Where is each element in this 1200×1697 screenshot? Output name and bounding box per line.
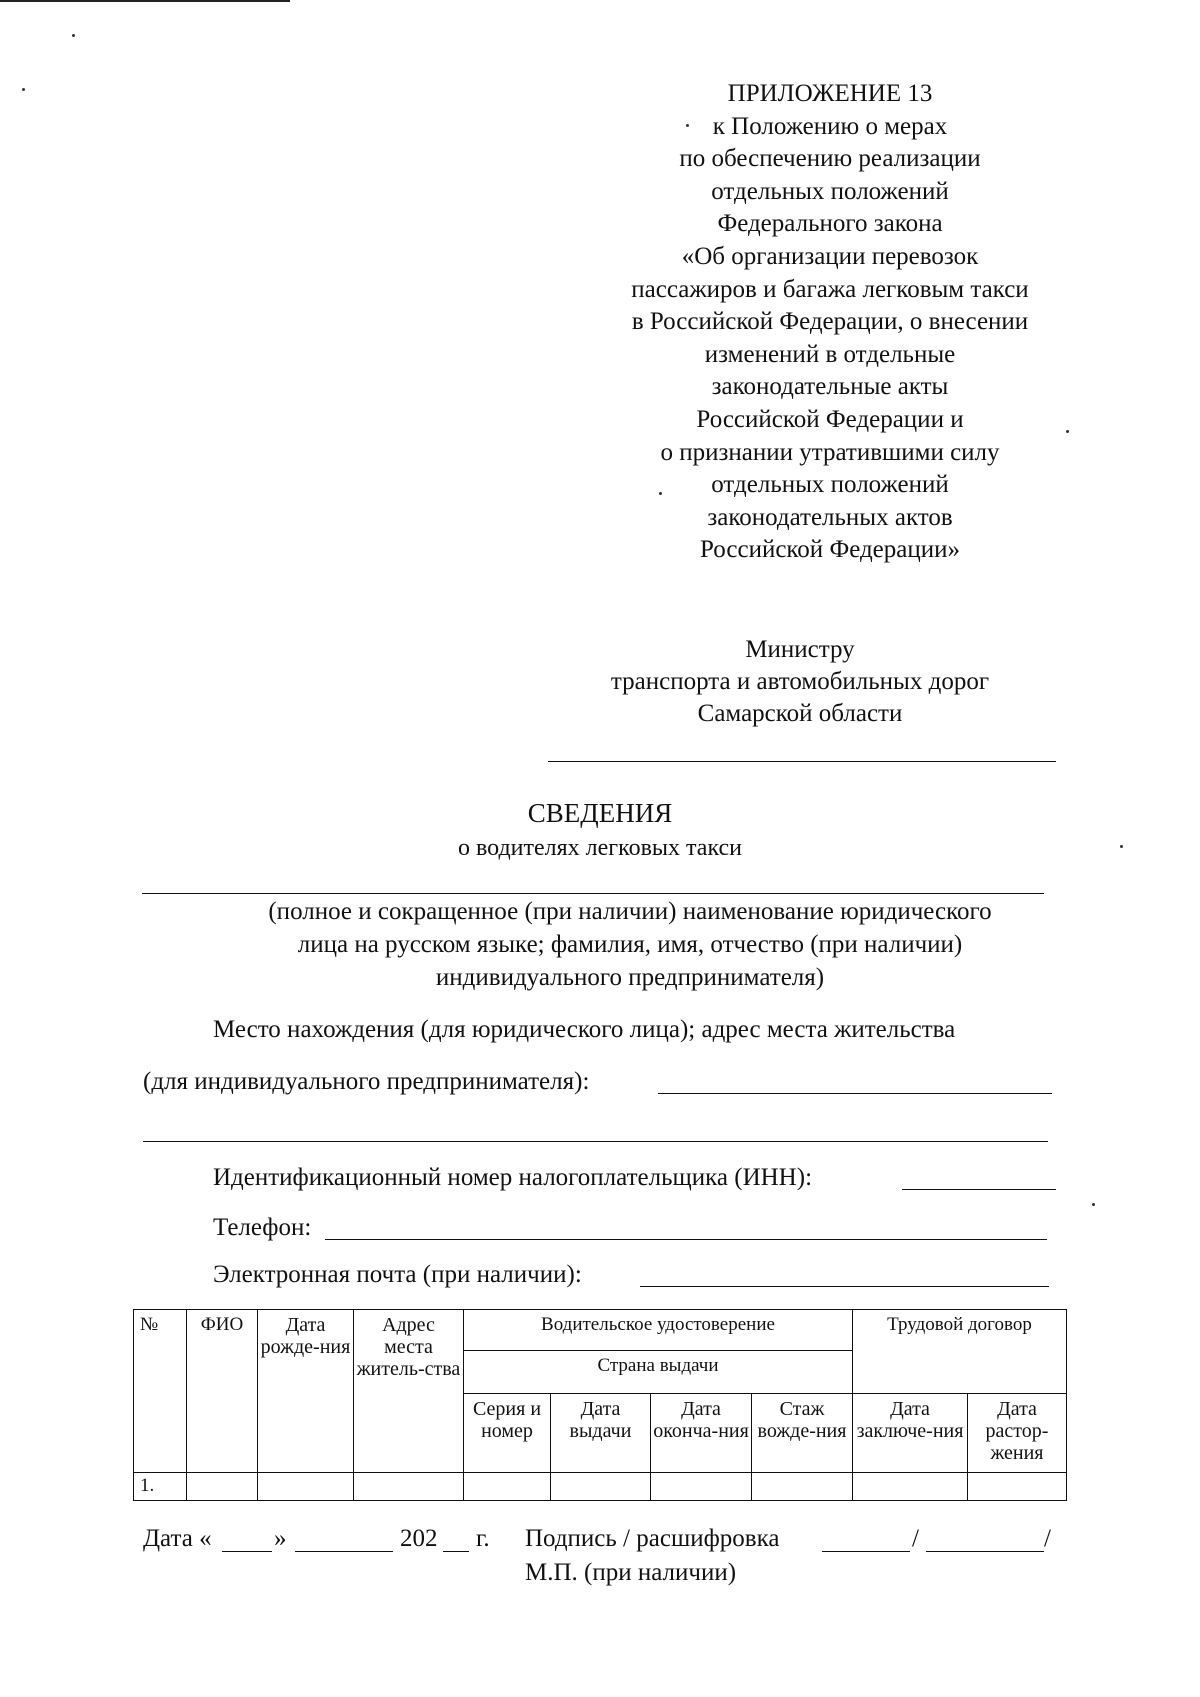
organization-name-caption xyxy=(180,895,1080,994)
signature-name-field[interactable] xyxy=(926,1551,1044,1552)
cell-driving-experience[interactable] xyxy=(752,1473,853,1501)
header-license-series: Серия и номер xyxy=(464,1394,551,1473)
scan-dot xyxy=(1120,845,1123,848)
annex-line: законодательные акты xyxy=(711,373,949,401)
date-month-field[interactable] xyxy=(295,1551,393,1552)
cell-license-series[interactable] xyxy=(464,1473,551,1501)
header-driver-license: Водительское удостоверение xyxy=(464,1310,853,1351)
annex-line: изменений в отдельные xyxy=(704,340,956,368)
location-label-cont: (для индивидуального предпринимателя): xyxy=(143,1068,590,1095)
caption-line: индивидуального предпринимателя) xyxy=(435,964,825,991)
annex-line: ПРИЛОЖЕНИЕ 13 xyxy=(727,80,933,107)
header-license-country: Страна выдачи xyxy=(464,1351,853,1394)
annex-line: Российской Федерации и xyxy=(696,405,964,433)
annex-line: отдельных положений xyxy=(711,471,949,499)
email-field[interactable] xyxy=(640,1286,1049,1287)
phone-field[interactable] xyxy=(325,1239,1047,1240)
annex-line: о признании утратившими силу xyxy=(660,438,1000,466)
year-suffix: г. xyxy=(476,1525,490,1552)
document-subtitle: о водителях легковых такси xyxy=(457,835,743,861)
phone-label: Телефон: xyxy=(213,1214,312,1241)
header-license-issue-date: Дата выдачи xyxy=(551,1394,651,1473)
inn-field[interactable] xyxy=(902,1189,1056,1190)
signature-field[interactable] xyxy=(822,1551,910,1552)
signature-label: Подпись / расшифровка xyxy=(525,1525,780,1552)
email-label: Электронная почта (при наличии): xyxy=(213,1261,582,1288)
annex-line: пассажиров и багажа легковым такси xyxy=(631,275,1029,303)
organization-name-field[interactable] xyxy=(142,893,1044,894)
date-day-field[interactable] xyxy=(222,1551,272,1552)
signature-slash: / xyxy=(912,1525,919,1552)
header-license-expiry-date: Дата оконча-ния xyxy=(651,1394,752,1473)
annex-line: Федерального закона xyxy=(717,210,943,238)
header-address: Адрес места житель-ства xyxy=(354,1310,464,1473)
stamp-label: М.П. (при наличии) xyxy=(525,1559,737,1586)
location-label: Место нахождения (для юридического лица); адрес места жительства xyxy=(213,1016,956,1043)
date-quote-close: » xyxy=(274,1525,287,1552)
annex-line: законодательных актов xyxy=(707,503,953,531)
annex-line: по обеспечению реализации xyxy=(679,145,981,173)
year-prefix: 202 xyxy=(400,1525,438,1552)
caption-line: (полное и сокращенное (при наличии) наименование юридического xyxy=(268,898,992,925)
signature-slash-end: / xyxy=(1044,1525,1051,1552)
cell-fio[interactable] xyxy=(187,1473,258,1501)
header-contract-end: Дата растор-жения xyxy=(968,1394,1067,1473)
caption-line: лица на русском языке; фамилия, имя, отчество (при наличии) xyxy=(297,931,963,958)
location-field[interactable] xyxy=(658,1093,1052,1094)
date-year-field[interactable] xyxy=(443,1551,469,1552)
annex-line: отдельных положений xyxy=(711,177,949,205)
header-employment-contract: Трудовой договор xyxy=(853,1310,1067,1394)
addressee-line: Самарской области xyxy=(697,700,903,727)
location-field-extra[interactable] xyxy=(143,1141,1048,1142)
annex-line: «Об организации перевозок xyxy=(681,242,979,270)
header-number: № xyxy=(134,1310,187,1473)
header-driving-experience: Стаж вожде-ния xyxy=(752,1394,853,1473)
drivers-table xyxy=(133,1309,1067,1501)
cell-birth-date[interactable] xyxy=(258,1473,354,1501)
scan-dot xyxy=(1092,1203,1095,1206)
cell-address[interactable] xyxy=(354,1473,464,1501)
header-birth-date: Дата рожде-ния xyxy=(258,1310,354,1473)
scan-dot xyxy=(22,88,25,91)
annex-line: к Положению о мерах xyxy=(712,112,948,140)
addressee-line: транспорта и автомобильных дорог xyxy=(610,668,990,695)
scan-dot xyxy=(72,34,75,37)
document-title: СВЕДЕНИЯ xyxy=(527,798,673,828)
cell-contract-end[interactable] xyxy=(968,1473,1067,1501)
date-label: Дата « xyxy=(143,1525,212,1552)
addressee-block xyxy=(560,634,1040,730)
cell-license-expiry-date[interactable] xyxy=(651,1473,752,1501)
inn-label: Идентификационный номер налогоплательщика (ИНН): xyxy=(213,1164,813,1191)
scan-edge-line xyxy=(0,0,290,2)
annex-line: в Российской Федерации, о внесении xyxy=(631,308,1029,336)
header-fio: ФИО xyxy=(187,1310,258,1473)
cell-license-issue-date[interactable] xyxy=(551,1473,651,1501)
table-row xyxy=(134,1473,1067,1501)
addressee-name-field[interactable] xyxy=(548,761,1056,762)
row-number: 1. xyxy=(134,1473,187,1501)
annex-line: Российской Федерации» xyxy=(699,536,961,564)
header-contract-start: Дата заключе-ния xyxy=(853,1394,968,1473)
addressee-line: Министру xyxy=(745,636,855,663)
annex-header xyxy=(570,78,1090,567)
cell-contract-start[interactable] xyxy=(853,1473,968,1501)
